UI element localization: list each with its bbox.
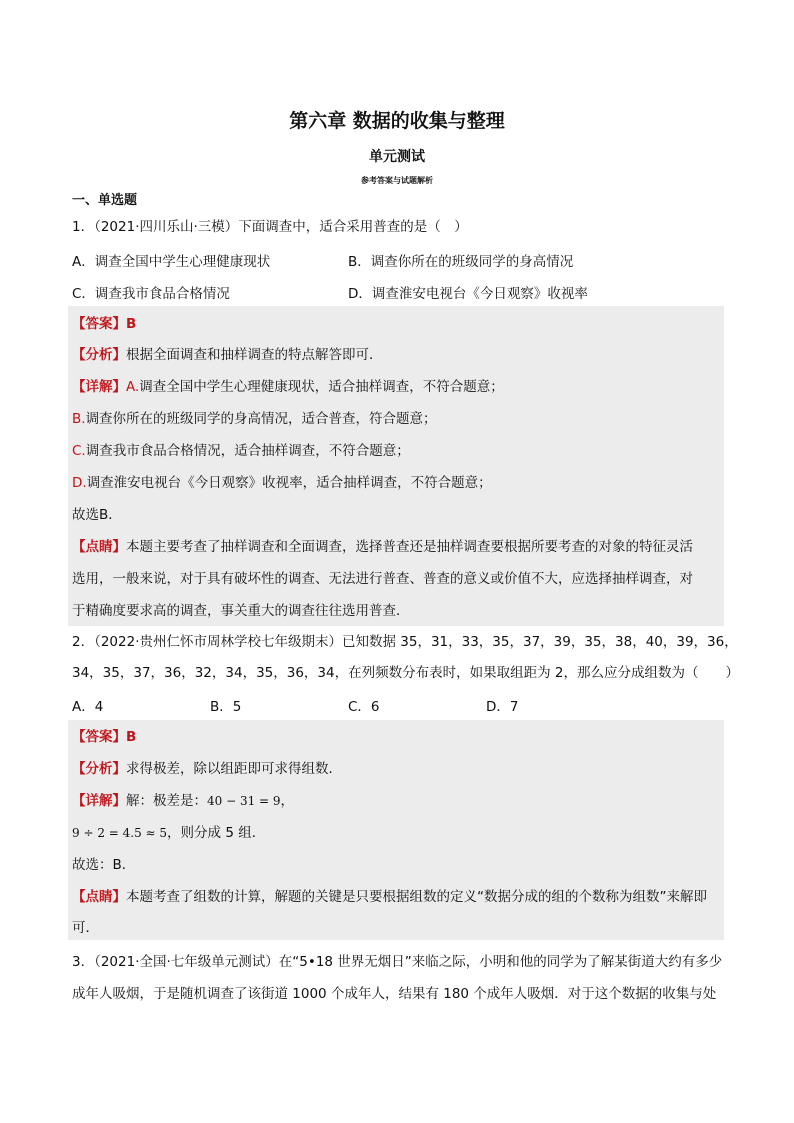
- comment-text: 本题考查了组数的计算，解题的关键是只要根据组数的定义“数据分成的组的个数称为组数”来解即: [126, 889, 707, 905]
- detail-letter: C.: [72, 443, 86, 459]
- q1-option-d: D．调查淮安电视台《今日观察》收视率: [348, 286, 588, 302]
- q3-stem-2: 成年人吸烟，于是随机调查了该街道 1000 个成年人，结果有 180 个成年人吸烟．对于这个数据的收集与处: [72, 986, 717, 1002]
- q2-comment-1: [72, 887, 724, 907]
- detail-text: 调查淮安电视台《今日观察》收视率，适合抽样调查，不符合题意；: [86, 475, 492, 491]
- section-heading: 一、单选题: [72, 193, 138, 208]
- q2-detail-1: [72, 791, 724, 811]
- page-title: 第六章 数据的收集与整理: [289, 110, 505, 132]
- answer-value: B: [126, 729, 137, 745]
- answer-note: 参考答案与试题解析: [361, 176, 433, 185]
- q1-detail-d: [72, 473, 724, 493]
- q2-choose: 故选：B．: [72, 857, 136, 873]
- detail-text: 调查我市食品合格情况，适合抽样调查，不符合题意；: [85, 443, 410, 459]
- analysis-text: 求得极差，除以组距即可求得组数．: [126, 761, 342, 777]
- detail-text: ，: [280, 793, 295, 809]
- detail-tag: 【详解】: [72, 793, 126, 809]
- detail-text: ，则分成 5 组．: [167, 825, 266, 841]
- q2-option-d: D．7: [486, 699, 519, 715]
- analysis-tag: 【分析】: [72, 761, 126, 777]
- q1-detail-a: [72, 377, 724, 397]
- q2-comment-2: 可．: [72, 920, 99, 936]
- answer-tag: 【答案】: [72, 729, 126, 745]
- q2-stem-2: 34，35，37，36，32，34，35，36，34，在列频数分布表时，如果取组距为 2，那么应分成组数为（ ）: [72, 665, 739, 681]
- q1-option-c: C．调查我市食品合格情况: [72, 286, 230, 302]
- page-subtitle: 单元测试: [369, 149, 425, 165]
- q1-option-a: A．调查全国中学生心理健康现状: [72, 254, 271, 270]
- detail-text: 调查你所在的班级同学的身高情况，适合普查，符合题意；: [85, 411, 437, 427]
- detail-text: 解：极差是：: [126, 793, 207, 809]
- q2-detail-2: [72, 823, 724, 843]
- detail-letter: D.: [72, 475, 87, 491]
- math-expression: 9 ÷ 2 = 4.5 ≈ 5: [72, 826, 168, 840]
- q1-choose: 故选B．: [72, 507, 122, 523]
- q1-option-b: B．调查你所在的班级同学的身高情况: [348, 254, 574, 270]
- q1-analysis: [72, 345, 724, 365]
- q1-comment-3: 于精确度要求高的调查，事关重大的调查往往选用普查．: [72, 603, 410, 619]
- q2-stem-1: 2．（2022·贵州仁怀市周林学校七年级期末）已知数据 35，31，33，35，37，39，35，38，40，39，36，: [72, 634, 738, 650]
- analysis-text: 根据全面调查和抽样调查的特点解答即可．: [126, 347, 383, 363]
- q2-option-a: A．4: [72, 699, 104, 715]
- q2-option-b: B．5: [210, 699, 242, 715]
- q1-detail-c: [72, 441, 724, 461]
- q3-stem-1: 3．（2021·全国·七年级单元测试）在“5•18 世界无烟日”来临之际，小明和他的同学为了解某街道大约有多少: [72, 954, 723, 970]
- comment-tag: 【点睛】: [72, 539, 126, 555]
- answer-value: B: [126, 316, 137, 332]
- math-expression: 40 − 31 = 9: [207, 794, 281, 808]
- q2-analysis: [72, 759, 724, 779]
- q1-comment-2: 选用，一般来说，对于具有破坏性的调查、无法进行普查、普查的意义或价值不大，应选择抽样调查，对: [72, 571, 693, 587]
- q1-stem: 1．（2021·四川乐山·三模）下面调查中，适合采用普查的是（ ）: [72, 219, 468, 235]
- detail-letter: B.: [72, 411, 86, 427]
- answer-tag: 【答案】: [72, 316, 126, 332]
- detail-tag: 【详解】: [72, 379, 126, 395]
- q1-answer: [72, 314, 724, 334]
- q2-option-c: C．6: [348, 699, 380, 715]
- q1-comment-1: [72, 537, 724, 557]
- comment-tag: 【点睛】: [72, 889, 126, 905]
- q2-answer: [72, 727, 724, 747]
- detail-text: 调查全国中学生心理健康现状，适合抽样调查，不符合题意；: [139, 379, 504, 395]
- analysis-tag: 【分析】: [72, 347, 126, 363]
- q1-detail-b: [72, 409, 724, 429]
- comment-text: 本题主要考查了抽样调查和全面调查，选择普查还是抽样调查要根据所要考查的对象的特征灵活: [126, 539, 693, 555]
- detail-letter: A.: [126, 379, 140, 395]
